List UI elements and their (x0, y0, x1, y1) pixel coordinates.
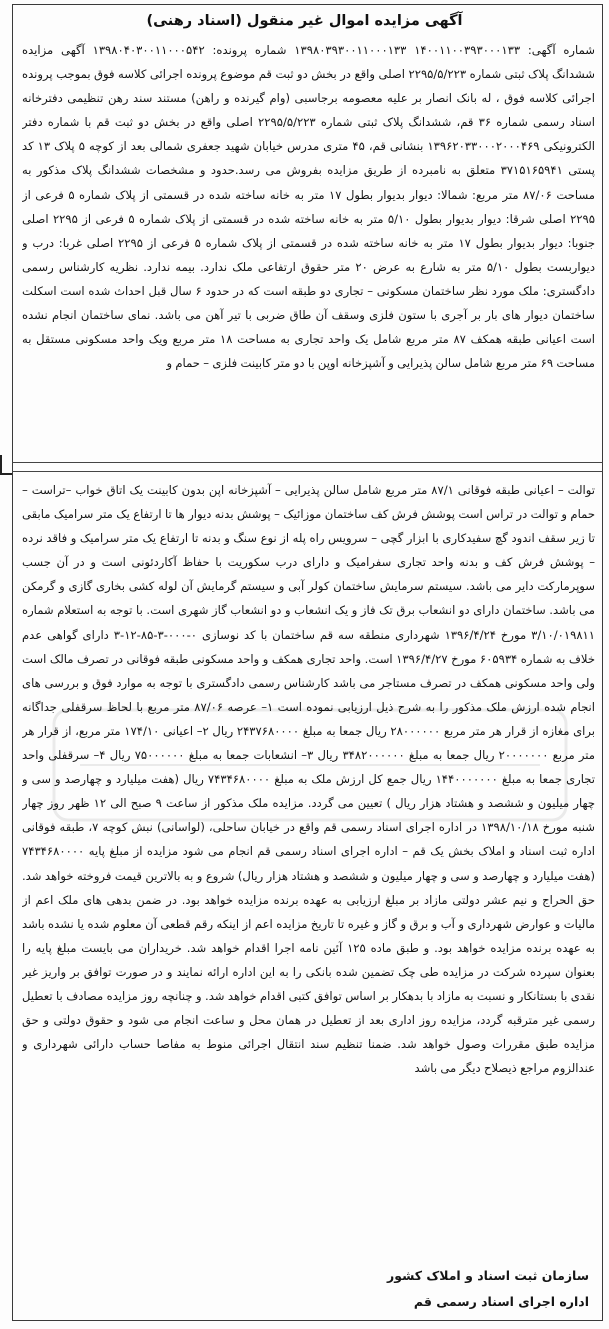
cut-mark (0, 455, 12, 475)
notice-body-part-one (22, 38, 595, 458)
notice-paragraph-one: شماره آگهی: ۱۴۰۰۱۱۰۰۳۹۳۰۰۰۱۳۳ ۱۳۹۸۰۳۹۳۰۰۱۱۰۰۰۱۳۳ شماره پرونده: ۱۳۹۸۰۴۰۳۰۰۱۱۰۰۰۵۴۲ آگهی مزایده ششدانگ پلاک ثبتی شماره ۲۲۹۵/۵/۲۲۳ اصلی واقع در بخش دو ثبت قم موضوع پرونده اجرائی کلاسه فوق بموجب پرونده اجرائی کلاسه فوق ، له بانک انصار بر علیه معصومه برجاسبی (وام گیرنده و راهن) مستند سند رهن تنظیمی دفترخانه اسناد رسمی شماره ۳۶ قم، ششدانگ پلاک ثبتی شماره ۲۲۹۵/۵/۲۲۳ اصلی واقع در بخش دو ثبت قم با شماره دفتر الکترونیکی ۱۳۹۶۲۰۳۳۰۰۰۲۰۰۰۴۶۹ بنشانی قم، ۴۵ متری مدرس خیابان شهید جعفری شمالی بعد از کوچه ۵ پلاک ۱۳ کد پستی ۳۷۱۵۱۶۵۹۴۱ متعلق به نامبرده از طریق مزایده بفروش می رسد.حدود و مشخصات ششدانگ پلاک مذکور به مساحت ۸۷/۰۶ متر مربع: شمالا: دیوار بدیوار بطول ۱۷ متر به خانه ساخته شده در قسمتی از پلاک شماره ۵ فرعی از ۲۲۹۵ اصلی شرقا: دیوار بدیوار بطول ۵/۱۰ متر به خانه ساخته شده در قسمتی از پلاک شماره ۵ فرعی از ۲۲۹۵ اصلی جنوبا: دیوار بدیوار بطول ۱۷ متر به خانه ساخته شده در قسمتی از پلاک شماره ۵ فرعی از ۲۲۹۵ اصلی غربا: درب و دیواربست بطول ۵/۱۰ متر به شارع به عرض ۲۰ متر حقوق ارتفاعی ملک ندارد. بیمه ندارد. نظریه کارشناس رسمی دادگستری: ملک مورد نظر ساختمان مسکونی – تجاری دو طبقه است که در حدود ۶ سال قبل احداث شده است اسکلت ساختمان دیوار های بار بر آجری با ستون فلزی وسقف آن طاق ضربی با تیر آهن می باشد. نمای ساختمان انجام نشده است اعیانی طبقه همکف ۸۷ متر مربع شامل یک واحد تجاری به مساحت ۱۸ متر مربع ویک واحد مسکونی مستقل به مساحت ۶۹ متر مربع شامل سالن پذیرایی و آشپزخانه اوپن با دو متر کابینت فلزی – حمام و (22, 43, 595, 371)
issuer-signature-block (387, 1263, 589, 1315)
notice-title: آگهی مزایده اموال غیر منقول (اسناد رهنی) (146, 13, 463, 29)
issuer-office: اداره اجرای اسناد رسمی قم (413, 1294, 589, 1309)
notice-paragraph-two: توالت – اعیانی طبقه فوقانی ۸۷/۱ متر مربع شامل سالن پذیرایی – آشپزخانه اپن بدون کابینت یک اتاق خواب –تراست – حمام و توالت در تراس است پوشش فرش کف ساختمان موزائیک – پوشش بدنه دیوار ها تا ارتفاع یک متر سرامیک مابقی تا زیر سقف اندود گچ سفیدکاری با ابزار گچی – سرویس راه پله از نوع سنگ و بدنه تا ارتفاع یک متر سرامیک و فاقد نرده – پوشش فرش کف و بدنه واحد تجاری سفرامیک و دارای درب سکوریت با حفاظ آکاردئونی است و در آن جسب سوپرمارکت دایر می باشد. سیستم سرمایش ساختمان کولر آبی و سیستم گرمایش آن لوله کشی بخاری گازی و گرمکن می باشد. ساختمان دارای دو انشعاب برق تک فاز و یک انشعاب و دو انشعاب گاز شهری است. با توجه به استعلام شماره ۳/۱۰/۰۱۹۸۱۱ مورخ ۱۳۹۶/۴/۲۴ شهرداری منطقه سه قم ساختمان با کد نوسازی ۰-۰۰۰-۳-۸۵-۱۲-۳ دارای گواهی عدم خلاف به شماره ۶۰۵۹۳۴ مورخ ۱۳۹۶/۴/۲۷ است. واحد تجاری همکف و واحد مسکونی طبقه فوقانی در تصرف مالک است ولی واحد مسکونی همکف در تصرف مستاجر می باشد کارشناس رسمی دادگستری با توجه به موارد فوق و بررسی های انجام شده ارزش ملک مذکور را به شرح ذیل ارزیابی نموده است ۱– عرصه ۸۷/۰۶ متر مربع با لحاظ سرقفلی جداگانه برای مغازه از قرار هر متر مربع ۲۸۰۰۰۰۰۰ ریال جمعا به مبلغ ۲۴۳۷۶۸۰۰۰۰ ریال ۲– اعیانی ۱۷۴/۱۰ متر مربع، از قرار هر متر مربع ۲۰۰۰۰۰۰۰ ریال جمعا به مبلغ ۳۴۸۲۰۰۰۰۰۰ ریال ۳– انشعابات جمعا به مبلغ ۷۵۰۰۰۰۰۰ ریال ۴– سرقفلی واحد تجاری جمعا به مبلغ ۱۴۴۰۰۰۰۰۰۰ ریال جمع کل ارزش ملک به مبلغ ۷۴۳۴۶۸۰۰۰۰ ریال (هفت میلیارد و چهارصد و سی و چهار میلیون و ششصد و هشتاد هزار ریال ) تعیین می گردد. مزایده ملک مذکور از ساعت ۹ صبح الی ۱۲ ظهر روز چهار شنبه مورخ ۱۳۹۸/۱۰/۱۸ در اداره اجرای اسناد رسمی قم واقع در خیابان ساحلی، (لواسانی) نبش کوچه ۷، طبقه فوقانی اداره ثبت اسناد و املاک بخش یک قم – اداره اجرای اسناد رسمی قم انجام می شود مزایده از مبلغ پایه ۷۴۳۴۶۸۰۰۰۰ (هفت میلیارد و چهارصد و سی و چهار میلیون و ششصد و هشتاد هزار ریال) شروع و به بالاترین قیمت فروخته خواهد شد. حق الحراج و نیم عشر دولتی مازاد بر مبلغ ارزیابی به عهده برنده مزایده خواهد بود. در ضمن بدهی های ملک اعم از مالیات و عوارض شهرداری و آب و برق و گاز و غیره تا تاریخ مزایده اعم از اینکه رقم قطعی آن معلوم شده یا نشده باشد به عهده برنده مزایده خواهد بود. و طبق ماده ۱۲۵ آئین نامه اجرا اقدام خواهد شد. خریداران می بایست مبلغ پایه را بعنوان سپرده شرکت در مزایده طی چک تضمین شده بانکی را به این اداره ارائه نمایند و در صورت توافق بر واریز غیر نقدی با بستانکار و نسبت به مازاد با بدهکار بر اساس توافق کتبی اقدام خواهد شد. و چنانچه روز مزایده مصادف با تعطیل رسمی غیر مترقبه گردد، مزایده روز اداری بعد از تعطیل در همان محل و ساعت انجام می شود و حقوق دولتی و حق مزایده طبق مقررات وصول خواهد شد. ضمنا تنظیم سند انتقال اجرائی منوط به مفاصا حساب دارائی شهرداری و عندالزوم مراجع ذیصلاح دیگر می باشد (22, 483, 595, 1076)
notice-body-part-two (22, 478, 595, 1256)
column-divider (12, 462, 603, 472)
issuer-organization: سازمان ثبت اسناد و املاک کشور (387, 1268, 589, 1283)
